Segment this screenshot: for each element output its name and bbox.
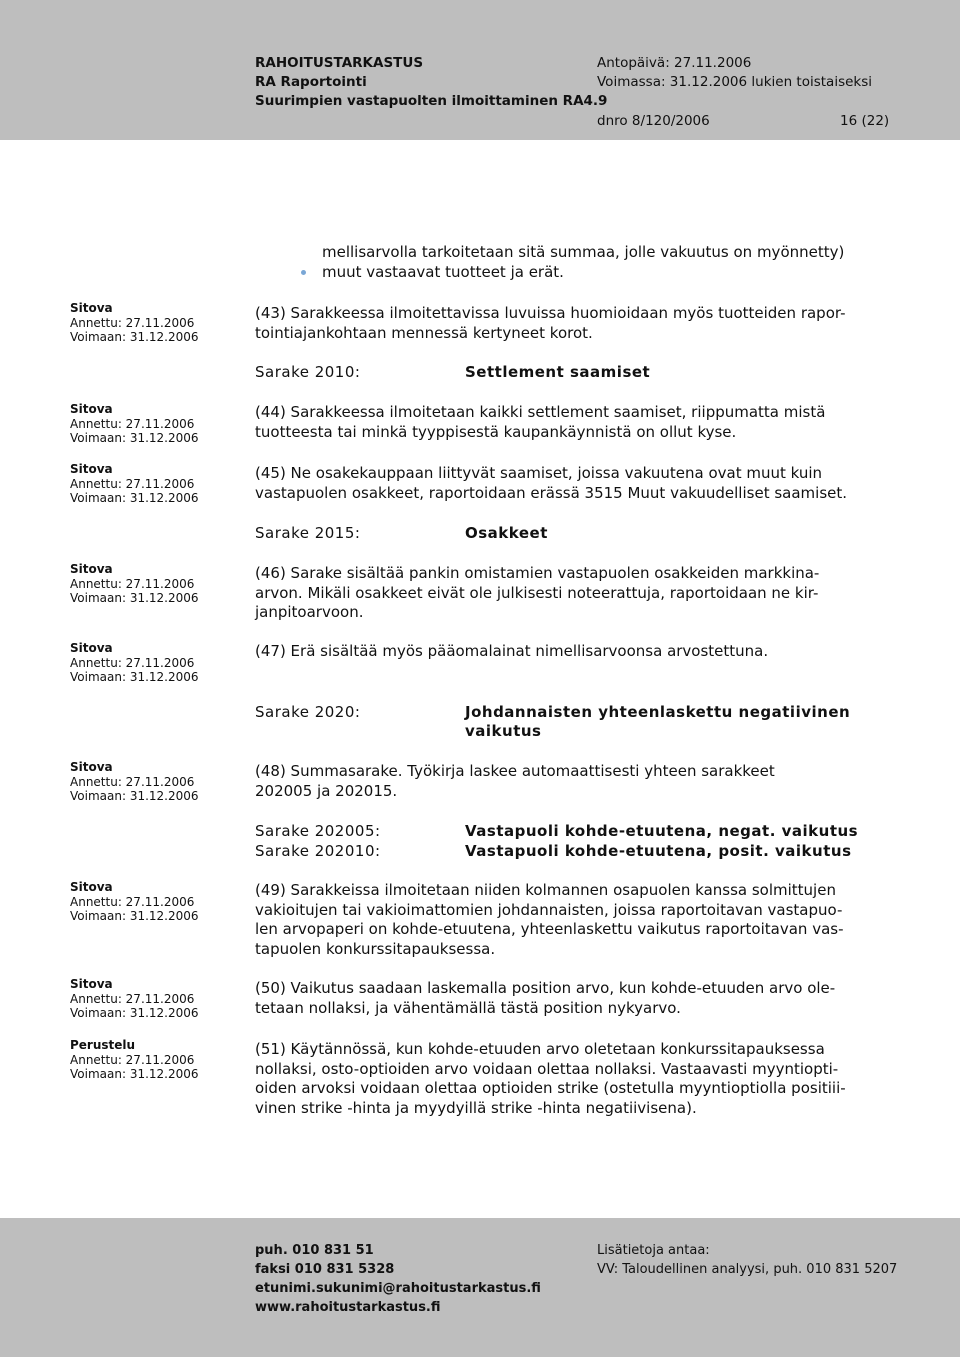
note-effective: Voimaan: 31.12.2006 bbox=[70, 330, 199, 344]
section-title: Osakkeet bbox=[465, 524, 548, 542]
note-status: Sitova bbox=[70, 880, 113, 894]
margin-note bbox=[70, 402, 199, 446]
paragraph-line: (51) Käytännössä, kun kohde-etuuden arvo oletetaan konkurssitapauksessa bbox=[255, 1040, 825, 1058]
paragraph-line: nollaksi, osto-optioiden arvo voidaan olettaa nollaksi. Vastaavasti myyntiopti- bbox=[255, 1059, 839, 1078]
note-status: Sitova bbox=[70, 977, 113, 991]
margin-note bbox=[70, 760, 199, 804]
dnro: dnro 8/120/2006 bbox=[597, 113, 710, 129]
document-title: Suurimpien vastapuolten ilmoittaminen RA4.9 bbox=[255, 93, 608, 109]
section-label: Sarake 2010: bbox=[255, 363, 361, 381]
note-status: Sitova bbox=[70, 402, 113, 416]
paragraph-line: janpitoarvoon. bbox=[255, 603, 364, 621]
paragraph-line: vastapuolen osakkeet, raportoidaan erässä 3515 Muut vakuudelliset saamiset. bbox=[255, 483, 848, 502]
paragraph-line: oiden arvoksi voidaan olettaa optioiden strike (ostetulla myyntioptiolla positiii- bbox=[255, 1079, 846, 1097]
note-issued: Annettu: 27.11.2006 bbox=[70, 991, 195, 1006]
validity: Voimassa: 31.12.2006 lukien toistaiseksi bbox=[597, 74, 873, 90]
paragraph-line: vakioitujen tai vakioimattomien johdannaisten, joissa raportoitavan vastapuo- bbox=[255, 900, 843, 919]
paragraph-line: 202005 ja 202015. bbox=[255, 781, 398, 800]
header-band bbox=[0, 0, 960, 140]
paragraph-47 bbox=[255, 642, 895, 662]
paragraph-line: (49) Sarakkeissa ilmoitetaan niiden kolmannen osapuolen kanssa solmittujen bbox=[255, 881, 836, 899]
footer-info-contact: VV: Taloudellinen analyysi, puh. 010 831 5207 bbox=[597, 1262, 898, 1277]
paragraph-48 bbox=[255, 762, 895, 801]
paragraph-line: tapuolen konkurssitapauksessa. bbox=[255, 939, 496, 958]
intro-line: muut vastaavat tuotteet ja erät. bbox=[322, 262, 564, 281]
bullet-marker bbox=[301, 270, 306, 275]
note-status: Sitova bbox=[70, 641, 113, 655]
note-status: Sitova bbox=[70, 301, 113, 315]
section-title: Vastapuoli kohde-etuutena, posit. vaikutus bbox=[465, 842, 852, 860]
paragraph-line: len arvopaperi on kohde-etuutena, yhteenlaskettu vaikutus raportoitavan vas- bbox=[255, 920, 844, 938]
paragraph-46 bbox=[255, 564, 895, 623]
note-effective: Voimaan: 31.12.2006 bbox=[70, 909, 199, 923]
paragraph-44 bbox=[255, 403, 895, 442]
paragraph-49 bbox=[255, 881, 895, 959]
intro-text bbox=[322, 243, 960, 282]
note-issued: Annettu: 27.11.2006 bbox=[70, 576, 195, 591]
note-issued: Annettu: 27.11.2006 bbox=[70, 1052, 195, 1067]
intro-line: mellisarvolla tarkoitetaan sitä summaa, jolle vakuutus on myönnetty) bbox=[322, 243, 845, 261]
note-issued: Annettu: 27.11.2006 bbox=[70, 416, 195, 431]
section-label: Sarake 202010: bbox=[255, 842, 381, 860]
note-effective: Voimaan: 31.12.2006 bbox=[70, 1067, 199, 1081]
paragraph-line: tointiajankohtaan mennessä kertyneet korot. bbox=[255, 323, 593, 342]
section-name: RA Raportointi bbox=[255, 74, 367, 90]
margin-note bbox=[70, 977, 199, 1021]
paragraph-line: (47) Erä sisältää myös pääomalainat nimellisarvoonsa arvostettuna. bbox=[255, 642, 769, 660]
footer-website[interactable]: www.rahoitustarkastus.fi bbox=[255, 1300, 441, 1315]
note-issued: Annettu: 27.11.2006 bbox=[70, 894, 195, 909]
paragraph-line: (46) Sarake sisältää pankin omistamien vastapuolen osakkeiden markkina- bbox=[255, 564, 820, 582]
paragraph-43 bbox=[255, 304, 895, 343]
margin-note bbox=[70, 641, 199, 685]
margin-note bbox=[70, 462, 199, 506]
paragraph-line: vinen strike -hinta ja myydyillä strike -hinta negatiivisena). bbox=[255, 1098, 697, 1117]
note-issued: Annettu: 27.11.2006 bbox=[70, 476, 195, 491]
section-title: Vastapuoli kohde-etuutena, negat. vaikutus bbox=[465, 822, 859, 840]
paragraph-51 bbox=[255, 1040, 895, 1118]
footer-phone: puh. 010 831 51 bbox=[255, 1243, 374, 1258]
note-effective: Voimaan: 31.12.2006 bbox=[70, 431, 199, 445]
footer-info-label: Lisätietoja antaa: bbox=[597, 1243, 710, 1258]
issue-date: Antopäivä: 27.11.2006 bbox=[597, 55, 752, 71]
margin-note bbox=[70, 301, 199, 345]
section-title: Johdannaisten yhteenlaskettu negatiivinen bbox=[465, 703, 851, 721]
section-label: Sarake 2015: bbox=[255, 524, 361, 542]
margin-note bbox=[70, 562, 199, 606]
margin-note bbox=[70, 880, 199, 924]
note-issued: Annettu: 27.11.2006 bbox=[70, 774, 195, 789]
section-label: Sarake 202005: bbox=[255, 822, 381, 840]
section-title: vaikutus bbox=[465, 722, 542, 740]
paragraph-line: tuotteesta tai minkä tyyppisestä kaupankäynnistä on ollut kyse. bbox=[255, 422, 737, 441]
footer-fax: faksi 010 831 5328 bbox=[255, 1262, 395, 1277]
paragraph-line: (44) Sarakkeessa ilmoitetaan kaikki settlement saamiset, riippumatta mistä bbox=[255, 403, 826, 421]
page-number: 16 (22) bbox=[840, 113, 890, 129]
section-label: Sarake 2020: bbox=[255, 703, 361, 721]
paragraph-line: (48) Summasarake. Työkirja laskee automaattisesti yhteen sarakkeet bbox=[255, 762, 775, 780]
note-status: Sitova bbox=[70, 462, 113, 476]
footer-email[interactable]: etunimi.sukunimi@rahoitustarkastus.fi bbox=[255, 1281, 541, 1296]
paragraph-45 bbox=[255, 464, 895, 503]
paragraph-line: (45) Ne osakekauppaan liittyvät saamiset, joissa vakuutena ovat muut kuin bbox=[255, 464, 823, 482]
note-status: Sitova bbox=[70, 562, 113, 576]
note-effective: Voimaan: 31.12.2006 bbox=[70, 491, 199, 505]
paragraph-50 bbox=[255, 979, 895, 1018]
note-effective: Voimaan: 31.12.2006 bbox=[70, 591, 199, 605]
note-effective: Voimaan: 31.12.2006 bbox=[70, 1006, 199, 1020]
paragraph-line: arvon. Mikäli osakkeet eivät ole julkisesti noteerattuja, raportoidaan ne kir- bbox=[255, 583, 819, 602]
paragraph-line: (50) Vaikutus saadaan laskemalla position arvo, kun kohde-etuuden arvo ole- bbox=[255, 979, 836, 997]
note-status: Perustelu bbox=[70, 1038, 136, 1052]
paragraph-line: tetaan nollaksi, ja vähentämällä tästä position nykyarvo. bbox=[255, 998, 681, 1017]
margin-note bbox=[70, 1038, 199, 1082]
note-effective: Voimaan: 31.12.2006 bbox=[70, 670, 199, 684]
note-status: Sitova bbox=[70, 760, 113, 774]
note-issued: Annettu: 27.11.2006 bbox=[70, 655, 195, 670]
paragraph-line: (43) Sarakkeessa ilmoitettavissa luvuissa huomioidaan myös tuotteiden rapor- bbox=[255, 304, 846, 322]
note-effective: Voimaan: 31.12.2006 bbox=[70, 789, 199, 803]
org-name: RAHOITUSTARKASTUS bbox=[255, 55, 424, 71]
section-title: Settlement saamiset bbox=[465, 363, 651, 381]
note-issued: Annettu: 27.11.2006 bbox=[70, 315, 195, 330]
